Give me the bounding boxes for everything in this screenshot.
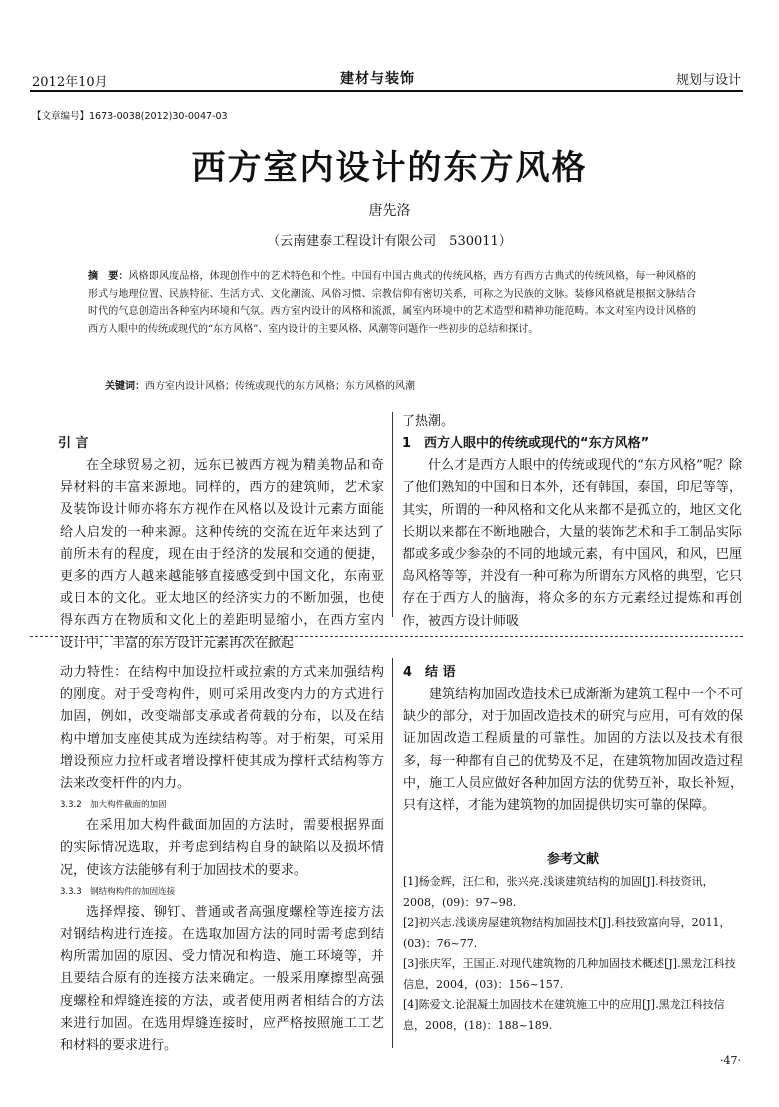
page-number: ·47· <box>720 1054 741 1067</box>
paper-title: 西方室内设计的东方风格 <box>191 148 588 188</box>
abstract-label: 摘 要： <box>88 271 129 282</box>
keywords <box>105 378 695 395</box>
reference-item: [3]张庆军，王国正.对现代建筑物的几种加固技术概述[J].黑龙江科技信息，2004，(03)：156~157. <box>403 957 736 991</box>
abstract-text: 风格即风度品格，体现创作中的艺术特色和个性。中国有中国古典式的传统风格，西方有西方古典式的传统风格，每一种风格的形式与地理位置、民族特征、生活方式、文化潮流、风俗习惯、宗教信仰有密切关系，可称之为民族的文脉。装修风格就是根据文脉结合时代的气息创造出各种室内环境和气氛。西方室内设计的风格和流派，属室内环境中的艺术造型和精神功能范畴。本文对室内设计风格的西方人眼中的传统或现代的“东方风格”、室内设计的主要风格、风潮等问题作一些初步的总结和探讨。 <box>88 271 697 335</box>
section-1-paragraph: 什么才是西方人眼中的传统或现代的“东方风格”呢？除了他们熟知的中国和日本外，还有韩国，泰国，印尼等等，其实，所谓的一种风格和文化从来都不是孤立的，地区文化长期以来都在不断地融合，大量的装饰艺术和手工制品实际都或多或少参杂的不同的地域元素，有中国风，和风，巴厘岛风格等等，并没有一种可称为所谓东方风格的典型，它只存在于西方人的脑海，将众多的东方元素经过提炼和再创作，被西方设计师吸 <box>402 458 742 629</box>
subsection-3-3-2: 3.3.2 加大构件截面的加固 <box>60 800 167 811</box>
reference-item: [4]陈爱文.论混凝土加固技术在建筑施工中的应用[J].黑龙江科技信息，2008，(18)：188~189. <box>403 998 725 1032</box>
section-heading-1: 1 西方人眼中的传统或现代的“东方风格” <box>402 436 650 452</box>
continued-paragraph: 动力特性：在结构中加设拉杆或拉索的方式来加强结构的刚度。对于受弯构件，则可采用改变内力的方式进行加固，例如，改变端部支承或者荷载的分布，以及在结构中增加支座使其成为连续结构等。对于桁架，可采用增设预应力拉杆或者增设撑杆使其成为撑杆式结构等方法来改变杆件的内力。 <box>60 665 384 792</box>
reference-item: [1]杨金辉，汪仁和，张兴亮.浅谈建筑结构的加固[J].科技资讯，2008，(09)：97~98. <box>403 875 714 909</box>
paragraph-3-3-3: 选择焊接、铆钉、普通或者高强度螺栓等连接方法对钢结构进行连接。在选取加固方法的同时需考虑到结构所需加固的原因、受力情况和构造、施工环境等，并且要结合原有的连接方法来确定。一般采用摩擦型高强度螺栓和焊缝连接的方法，或者使用两者相结合的方法来进行加固。在选用焊缝连接时，应严格按照施工工艺和材料的要求进行。 <box>60 904 384 1054</box>
lower-left-column <box>60 662 384 1057</box>
header-date: 2012年10月 <box>32 75 108 90</box>
article-number: 【文章编号】1673-0038(2012)30-0047-03 <box>32 111 228 122</box>
lower-right-column <box>403 662 743 817</box>
references-list <box>403 872 743 1036</box>
reference-item: [2]初兴志.浅谈房屋建筑物结构加固技术[J].科技致富向导，2011，(03)：76~77. <box>403 916 731 950</box>
upper-left-column <box>60 433 384 655</box>
column-name: 规划与设计 <box>675 73 741 88</box>
conclusion-paragraph: 建筑结构加固改造技术已成渐渐为建筑工程中一个不可缺少的部分，对于加固改造技术的研究与应用，可有效的保证加固改造工程质量的可靠性。加固的方法以及技术有很多，每一种都有自己的优势及不足，在建筑物加固改造过程中，施工人员应做好各种加固方法的优势互补，取长补短，只有这样，才能为建筑物的加固提供切实可靠的保障。 <box>403 687 743 814</box>
paragraph-3-3-2: 在采用加大构件截面加固的方法时，需要根据界面的实际情况选取，并考虑到结构自身的缺陷以及损坏情况，使该方法能够有利于加固技术的要求。 <box>60 818 384 878</box>
author: 唐先洛 <box>368 203 411 219</box>
upper-right-column <box>402 411 742 633</box>
abstract <box>88 268 696 338</box>
intro-paragraph: 在全球贸易之初，远东已被西方视为精美物品和奇异材料的丰富来源地。同样的，西方的建筑师，艺术家及装饰设计师亦将东方视作在风格以及设计元素方面能给人启发的一种来源。这种传统的交流在近年来达到了前所未有的程度，现在由于经济的发展和交通的便捷，更多的西方人越来越能够直接感受到中国文化，东南亚或日本的文化。亚太地区的经济实力的不断加强，也使得东西方在物质和文化上的差距明显缩小，在西方室内设计中，丰富的东方设计元素再次在掀起 <box>60 458 384 651</box>
header-rule <box>30 90 743 92</box>
journal-name: 建材与装饰 <box>340 71 415 87</box>
keywords-text: 西方室内设计风格；传统或现代的东方风格；东方风格的风潮 <box>145 381 415 392</box>
references-title: 参考文献 <box>546 852 599 867</box>
column-divider-lower <box>392 658 393 1048</box>
section-heading-intro: 引 言 <box>58 436 89 451</box>
section-heading-4: 4 结 语 <box>403 665 456 680</box>
dashed-separator <box>30 636 743 637</box>
column-divider <box>392 412 393 617</box>
continuation-text: 了热潮。 <box>402 414 455 429</box>
keywords-label: 关键词： <box>105 381 145 392</box>
subsection-3-3-3: 3.3.3 钢结构构件的加固连接 <box>60 886 176 897</box>
affiliation: （云南建泰工程设计有限公司 530011） <box>267 234 512 249</box>
